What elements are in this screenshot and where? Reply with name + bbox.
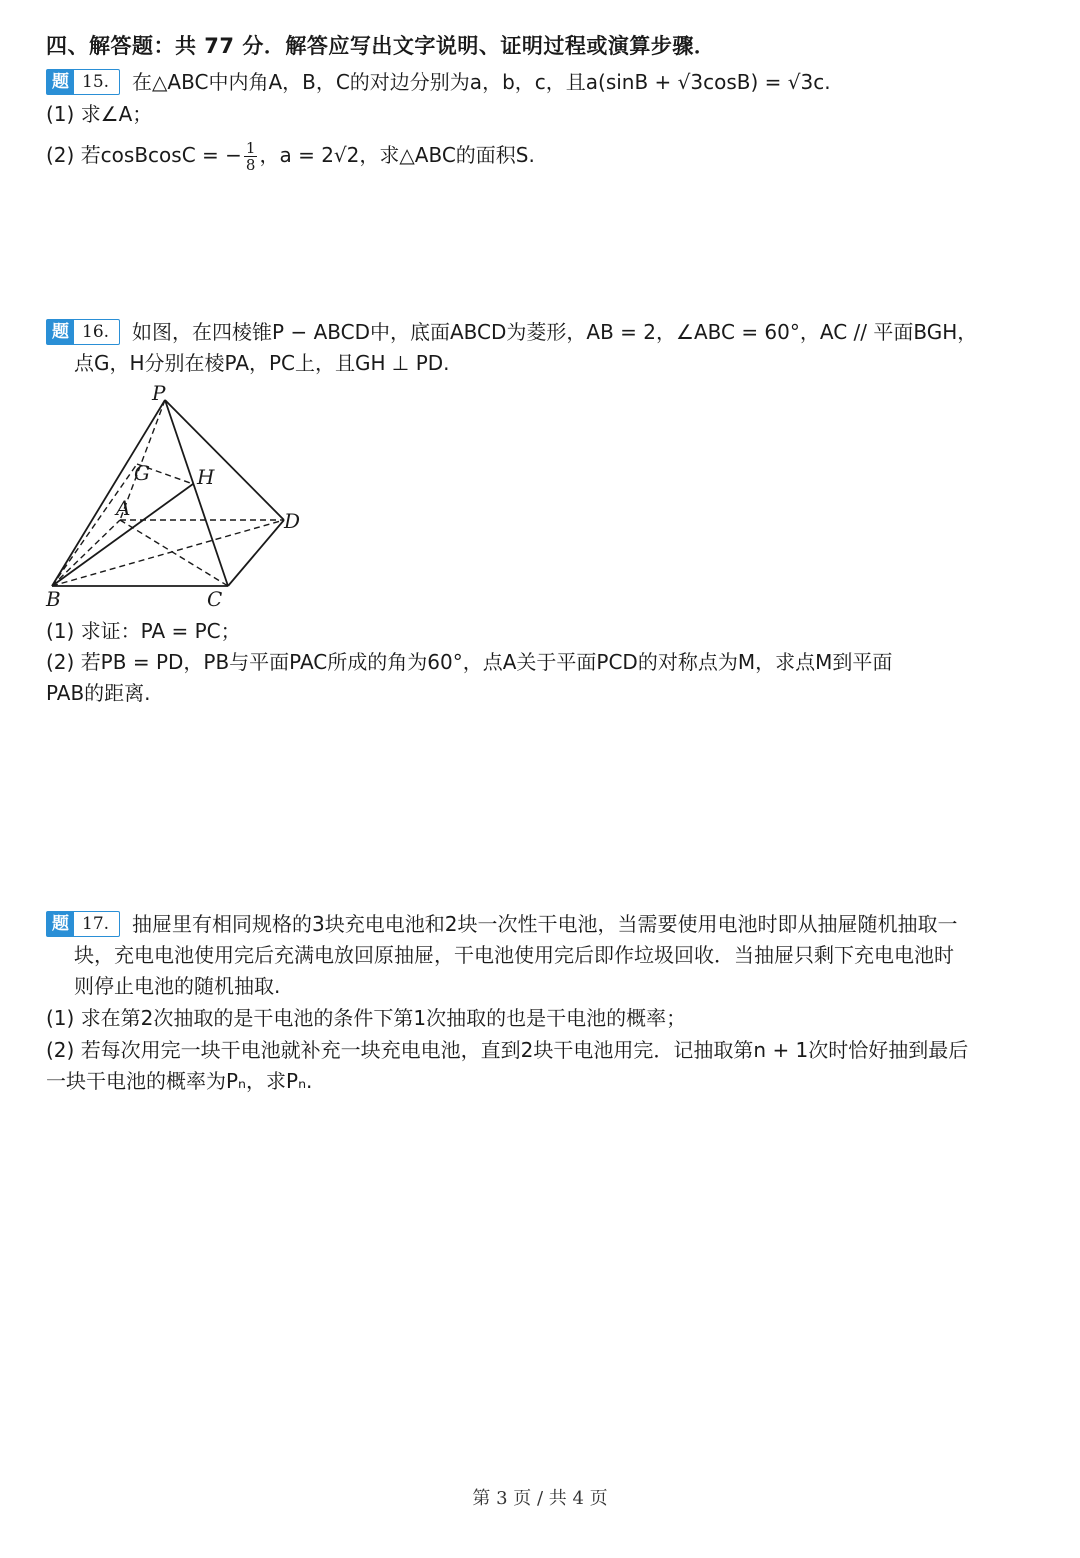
problem-badge [46, 319, 120, 345]
pyramid-figure [40, 378, 320, 614]
problem-17-text-line-2: 块，充电电池使用完后充满电放回原抽屉，干电池使用完后即作垃圾回收．当抽屉只剩下充电电池时 [74, 943, 954, 967]
problem-15-part-1: (1) 求∠A； [46, 102, 153, 126]
problem-badge [46, 911, 120, 937]
problem-17-part-2-cont: 一块干电池的概率为Pₙ，求Pₙ. [46, 1069, 313, 1093]
problem-badge [46, 69, 120, 95]
label-h: H [197, 465, 215, 489]
problem-17-part-2: (2) 若每次用完一块干电池就补充一块充电电池，直到2块干电池用完．记抽取第n + 1次时恰好抽到最后 [46, 1038, 969, 1062]
section-title: 四、解答题：共 77 分．解答应写出文字说明、证明过程或演算步骤． [46, 34, 716, 58]
problem-15-text: 在△ABC中内角A，B，C的对边分别为a，b，c，且a(sinB + √3cosB) = √3c. [132, 70, 831, 94]
fraction-numerator: 1 [245, 139, 256, 157]
problem-number: 17. [82, 913, 110, 934]
problem-16-text-line-1: 如图，在四棱锥P − ABCD中，底面ABCD为菱形，AB = 2，∠ABC = 60°，AC // 平面BGH， [132, 320, 978, 344]
problem-badge-tag: 题 [47, 912, 74, 936]
problem-16-part-2: (2) 若PB = PD，PB与平面PAC所成的角为60°，点A关于平面PCD的对称点为M，求点M到平面 [46, 650, 893, 674]
problem-16-stem [46, 318, 977, 347]
problem-15-part-2-start: (2) 若cosBcosC = − [46, 143, 242, 167]
label-g: G [134, 461, 150, 485]
label-a: A [116, 496, 131, 520]
problem-number: 16. [82, 321, 110, 342]
edge-cd [228, 520, 284, 586]
label-d: D [284, 509, 301, 533]
problem-17-part-1: (1) 求在第2次抽取的是干电池的条件下第1次抽取的也是干电池的概率； [46, 1006, 687, 1030]
label-b: B [46, 587, 61, 611]
edge-pd [165, 400, 284, 520]
problem-16-text-line-2: 点G，H分别在棱PA，PC上，且GH ⊥ PD. [74, 351, 450, 375]
label-p: P [152, 381, 166, 405]
diagonal-ac [120, 520, 228, 586]
segment-bg [52, 464, 137, 586]
fraction [244, 140, 258, 173]
problem-badge-tag: 题 [47, 320, 74, 344]
problem-number: 15. [82, 71, 110, 92]
problem-badge-tag: 题 [47, 70, 74, 94]
problem-17-text-line-3: 则停止电池的随机抽取. [74, 974, 281, 998]
problem-16-part-2-cont: PAB的距离. [46, 681, 151, 705]
problem-16-part-1: (1) 求证：PA = PC； [46, 619, 241, 643]
label-c: C [207, 587, 223, 611]
problem-15-part-2-end: ，a = 2√2，求△ABC的面积S. [259, 143, 535, 167]
problem-15-part-2 [46, 140, 535, 173]
edge-pc [165, 400, 228, 586]
fraction-denominator: 8 [245, 156, 256, 174]
problem-17-text-line-1: 抽屉里有相同规格的3块充电电池和2块一次性干电池，当需要使用电池时即从抽屉随机抽取一 [132, 912, 958, 936]
page-footer: 第 3 页 / 共 4 页 [472, 1488, 608, 1509]
problem-15-stem [46, 68, 831, 97]
problem-17-stem [46, 910, 958, 939]
